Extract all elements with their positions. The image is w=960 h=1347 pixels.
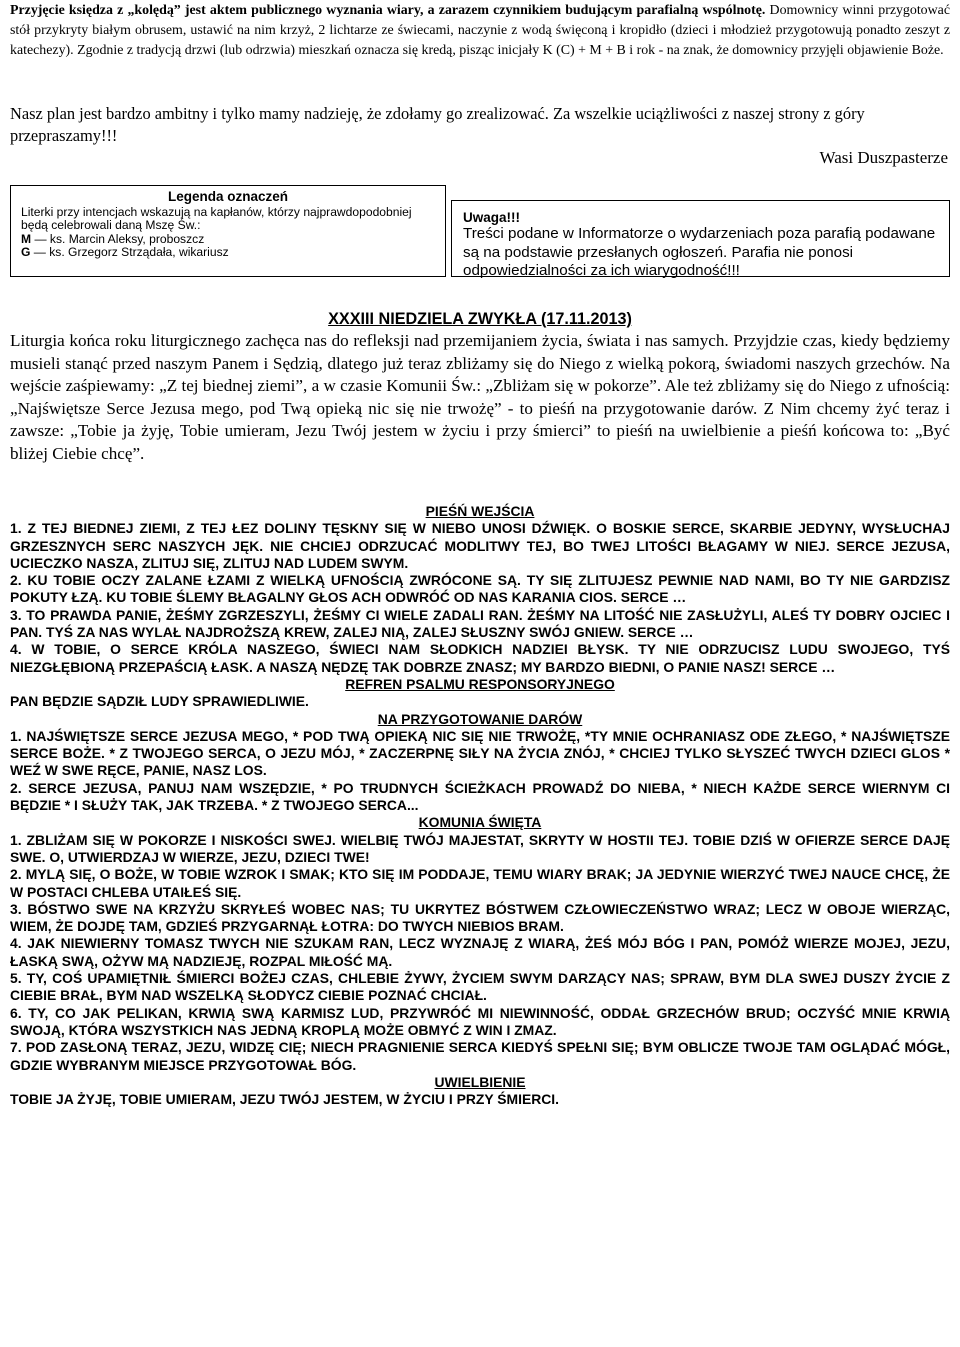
legend-g-key: G <box>21 245 31 260</box>
song-verse: 4. JAK NIEWIERNY TOMASZ TWYCH NIE SZUKAM RAN, LECZ WYZNAJĘ Z WIARĄ, ŻEŚ MÓJ BÓG I PAN, POMÓŻ WIERZE MOJEJ, JEZU, ŁASKĄ SWĄ, OŻYW MĄ NADZIEJĘ, ROZPAL MIŁOŚĆ MĄ. <box>10 935 950 969</box>
section-title-dary: NA PRZYGOTOWANIE DARÓW <box>377 710 583 727</box>
song-verse: 1. Z TEJ BIEDNEJ ZIEMI, Z TEJ ŁEZ DOLINY TĘSKNY SIĘ W NIEBO UNOSI DŹWIĘK. O BOSKIE SERCE, SKARBIE JEDYNY, WYSŁUCHAJ GRZESZNYCH SERC NASZYCH JĘK. NIE CHCIEJ ODRZUCAĆ MODLITWY TEJ, BO TWEJ LITOŚCI BŁAGAMY W NIEJ. SERCE JEZUSA, UCIECZKO NASZA, ZLITUJ SIĘ, ZLITUJ NAD LUDEM SWYM. <box>10 520 950 571</box>
note-title: Uwaga!!! <box>463 210 520 225</box>
liturgy-paragraph: Liturgia końca roku liturgicznego zachęca nas do refleksji nad przemijaniem życia, świata i nas samych. Przyjdzie czas, kiedy będziemy musieli stanąć przed naszym Panem i Sędzią, dlatego już teraz zbliżamy się do Niego z wielką pokorą, świadomi naszych grzechów. Na wejście zaśpiewamy: „Z tej biednej ziemi”, a w czasie Komunii Św.: „Zbliżam się w pokorze”. Ale też zbliżamy się do Niego z ufnością: „Najświętsze Serce Jezusa mego, pod Twą opieką nic się nie trwożę” - to pieśń na przygotowanie darów. Z Nim chcemy żyć teraz i zawsze: „Tobie ja żyję, Tobie umieram, Jezu Twój jestem w życiu i przy śmierci” to pieśń na uwielbienie a pieśń końcowa to: „Być bliżej Ciebie chcę”. <box>10 331 950 463</box>
song-verse: 2. MYLĄ SIĘ, O BOŻE, W TOBIE WZROK I SMAK; KTO SIĘ IM PODDAJE, TEMU WIARY BRAK; JA JEDYNIE WIERZYĆ TWEJ NAUCE CHCĘ, ŻE W POSTACI CHLEBA UTAIŁEŚ SIĘ. <box>10 866 950 900</box>
song-verse: 3. TO PRAWDA PANIE, ŻEŚMY ZGRZESZYLI, ŻEŚMY CI WIELE ZADALI RAN. ŻEŚMY NA LITOŚĆ NIE ZASŁUŻYLI, ALEŚ TY DOBRY OJCIEC I PAN. TYŚ ZA NAS WYLAŁ NAJDROŻSZĄ KREW, ZALEJ NIĄ, ZALEJ SŁUSZNY SWÓJ GNIEW. SERCE … <box>10 606 950 641</box>
intro-paragraph <box>10 1 950 61</box>
section-title-komunia: KOMUNIA ŚWIĘTA <box>418 814 542 831</box>
note-box <box>451 200 950 277</box>
intro-bold-lead: Przyjęcie księdza z „kolędą” jest aktem publicznego wyznania wiary, a zarazem czynnikiem budującym parafialną wspólnotę. <box>10 3 766 18</box>
song-verse: 5. TY, COŚ UPAMIĘTNIŁ ŚMIERCI BOŻEJ CZAS, CHLEBIE ŻYWY, ŻYCIEM SWYM DARZĄCY NAS; SPRAW, BYM DLA SWEJ DUSZY ŻYCIE Z CIEBIE BRAŁ, BYM NAD WSZELKĄ SŁODYCZ CIEBIE POZNAĆ CHCIAŁ. <box>10 970 950 1004</box>
refren-text: PAN BĘDZIE SĄDZIŁ LUDY SPRAWIEDLIWIE. <box>10 693 309 710</box>
legend-box <box>10 185 446 277</box>
section-title-refren: REFREN PSALMU RESPONSORYJNEGO <box>345 675 615 692</box>
plan-paragraph: Nasz plan jest bardzo ambitny i tylko mamy nadzieję, że zdołamy go zrealizować. Za wszelkie uciążliwości z naszej strony z góry przepraszamy!!! <box>10 104 865 145</box>
songs-section <box>10 503 950 1108</box>
intro-text: Domownicy winni przygotować stół przykryty białym obrusem, ustawić na nim krzyż, 2 lichtarze ze świecami, naczynie z wodą święconą i kropidło (dzieci i młodzież przygotowują ponadto zeszyt z katechezy). Zgodnie z tradycją drzwi (lub odrzwia) mieszkań oznacza się kredą, pisząc inicjały K (C) + M + B i rok - na znak, że domownicy przyjęli objawienie Boże. <box>10 3 950 58</box>
section-title-wejscie: PIEŚŃ WEJŚCIA <box>425 503 535 519</box>
song-verse: 1. NAJŚWIĘTSZE SERCE JEZUSA MEGO, * POD TWĄ OPIEKĄ NIC SIĘ NIE TRWOŻĘ, *TY MNIE OCHRANIASZ ODE ZŁEGO, * NAJŚWIĘTSZE SERCE BOŻE. * Z TWOJEGO SERCA, O JEZU MÓJ, * ZACZERPNĘ SIŁY NA ŻYCIA ZNÓJ, * CHCIEJ TYLKO SŁYSZEĆ TWYCH DZIECI GLOS * WEŹ W SWE RĘCE, PANIE, NASZ LOS. <box>10 727 950 779</box>
legend-text <box>11 204 445 260</box>
note-text: Treści podane w Informatorze o wydarzeniach poza parafią podawane są na podstawie przesłanych ogłoszeń. Parafia nie ponosi odpowiedzialności za ich wiarygodność!!! <box>463 225 936 279</box>
song-verse: 1. ZBLIŻAM SIĘ W POKORZE I NISKOŚCI SWEJ. WIELBIĘ TWÓJ MAJESTAT, SKRYTY W HOSTII TEJ. TOBIE DZIŚ W OFIERZE SERCE DAJĘ SWE. O, UTWIERDZAJ W WIERZE, JEZU, DZIECI TWE! <box>10 831 950 865</box>
song-verse: 7. POD ZASŁONĄ TERAZ, JEZU, WIDZĘ CIĘ; NIECH PRAGNIENIE SERCA KIEDYŚ SPEŁNI SIĘ; BYM OBLICZE TWOJE TAM OGLĄDAĆ MÓGŁ, GDZIE WYBRANYM MIEJSCE PRZYGOTOWAŁ BÓG. <box>10 1039 950 1073</box>
legend-m-value: — ks. Marcin Aleksy, proboszcz <box>31 231 205 246</box>
legend-title: Legenda oznaczeń <box>167 189 289 204</box>
song-verse: 2. SERCE JEZUSA, PANUJ NAM WSZĘDZIE, * PO TRUDNYCH ŚCIEŻKACH PROWADŹ DO NIEBA, * NIECH KAŻDE SERCE WIERNYM CI BĘDZIE * I SŁUŻY TAK, JAK TRZEBA. * Z TWOJEGO SERCA... <box>10 779 950 814</box>
legend-g-value: — ks. Grzegorz Strządała, wikariusz <box>30 245 229 260</box>
song-verse: 2. KU TOBIE OCZY ZALANE ŁZAMI Z WIELKĄ UFNOŚCIĄ ZWRÓCONE SĄ. TY SIĘ ZLITUJESZ PEWNIE NAD NAMI, BO TY NIE GARDZISZ POKUTY ŁZĄ. KU TOBIE ŚLEMY BŁAGALNY GŁOS ACH ODWRÓĆ OD NAS KARANIA CIOS. SERCE … <box>10 572 950 606</box>
section-title-uwielbienie: UWIELBIENIE <box>434 1073 526 1090</box>
legend-m-key: M <box>21 231 32 246</box>
signature: Wasi Duszpasterze <box>819 148 948 167</box>
legend-description: Literki przy intencjach wskazują na kapłanów, którzy najprawdopodobniej będą celebrowali daną Mszę Św.: <box>21 205 412 233</box>
song-verse: 6. TY, CO JAK PELIKAN, KRWIĄ SWĄ KARMISZ LUD, PRZYWRÓĆ MI NIEWINNOŚĆ, ODDAŁ GRZECHÓW BRUD; OCZYŚĆ MNIE KRWIĄ SWOJĄ, KTÓRA WSZYSTKICH NAS JEDNĄ KROPLĄ MOŻE OBMYĆ Z WIN I ZMAZ. <box>10 1004 950 1038</box>
sunday-heading: XXXIII NIEDZIELA ZWYKŁA (17.11.2013) <box>328 310 632 328</box>
song-verse: 3. BÓSTWO SWE NA KRZYŻU SKRYŁEŚ WOBEC NAS; TU UKRYTEZ BÓSTWEM CZŁOWIECZEŃSTWO WRAZ; LECZ W OBOJE WIERZĄC, WIEM, ŻE DOJDĘ TAM, GDZIEŚ PRZYGARNĄŁ ŁOTRA: DO TWYCH NIEBIOS BRAM. <box>10 900 950 935</box>
uwielbienie-text: TOBIE JA ŻYJĘ, TOBIE UMIERAM, JEZU TWÓJ JESTEM, W ŻYCIU I PRZY ŚMIERCI. <box>10 1091 560 1108</box>
song-verse: 4. W TOBIE, O SERCE KRÓLA NASZEGO, ŚWIECI NAM SŁODKICH NADZIEI BŁYSK. TY NIE ODRZUCISZ LUDU SWOJEGO, TYŚ NIEZGŁĘBIONĄ PRZEPAŚCIĄ ŁASK. A NASZĄ NĘDZĘ TAK DOBRZE ZNASZ; MY BARDZO BIEDNI, O PANIE NASZ! SERCE … <box>10 641 950 675</box>
